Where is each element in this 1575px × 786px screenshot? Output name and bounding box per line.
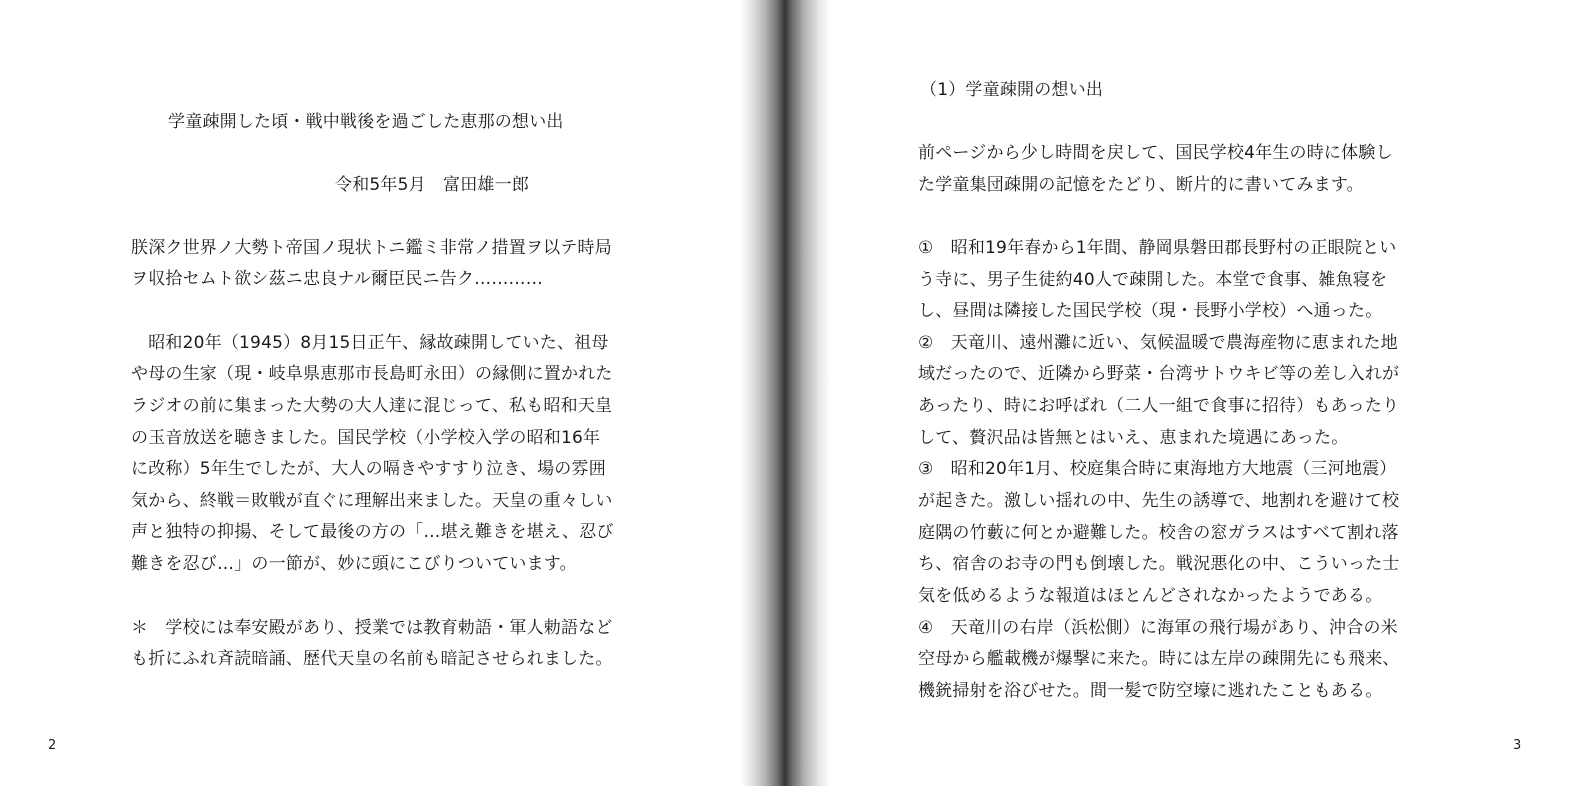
intro-line: た学童集団疎開の記憶をたどり、断片的に書いてみます。 bbox=[918, 175, 1364, 195]
body-line: ラジオの前に集まった大勢の大人達に混じって、私も昭和天皇 bbox=[131, 396, 613, 416]
body-line: 難きを忍び…」の一節が、妙に頭にこびりついています。 bbox=[131, 554, 577, 574]
rescript-line: ヲ収拾セムト欲シ茲ニ忠良ナル爾臣民ニ告ク………… bbox=[131, 269, 543, 289]
item-line: 域だったので、近隣から野菜・台湾サトウキビ等の差し入れが bbox=[918, 364, 1400, 384]
item-line: が起きた。激しい揺れの中、先生の誘導で、地割れを避けて校 bbox=[918, 491, 1400, 511]
section-heading: （1）学童疎開の想い出 bbox=[920, 80, 1104, 100]
page-number: 3 bbox=[1513, 738, 1522, 753]
intro-line: 前ページから少し時間を戻して、国民学校4年生の時に体験し bbox=[918, 143, 1393, 163]
note-line: も折にふれ斉読暗誦、歴代天皇の名前も暗記させられました。 bbox=[131, 649, 613, 669]
right-page bbox=[830, 0, 1575, 786]
page-title: 学童疎開した頃・戦中戦後を過ごした恵那の想い出 bbox=[168, 112, 564, 132]
page-number: 2 bbox=[48, 738, 57, 753]
item-line: 庭隅の竹藪に何とか避難した。校舎の窓ガラスはすべて割れ落 bbox=[918, 523, 1399, 543]
item-line: 気を低めるような報道はほとんどされなかったようである。 bbox=[918, 586, 1383, 606]
body-line: や母の生家（現・岐阜県恵那市長島町永田）の縁側に置かれた bbox=[131, 364, 613, 384]
item-line: ① 昭和19年春から1年間、静岡県磐田郡長野村の正眼院とい bbox=[918, 238, 1397, 258]
rescript-line: 朕深ク世界ノ大勢ト帝国ノ現状トニ鑑ミ非常ノ措置ヲ以テ時局 bbox=[131, 238, 612, 258]
byline: 令和5年5月 富田雄一郎 bbox=[335, 175, 530, 195]
body-line: 声と独特の抑揚、そして最後の方の「…堪え難きを堪え、忍び bbox=[131, 522, 614, 542]
item-line: ② 天竜川、遠州灘に近い、気候温暖で農海産物に恵まれた地 bbox=[918, 333, 1398, 353]
body-line: 気から、終戦＝敗戦が直ぐに理解出来ました。天皇の重々しい bbox=[131, 491, 613, 511]
body-line: に改称）5年生でしたが、大人の嗝きやすすり泣き、場の雰囲 bbox=[131, 459, 606, 479]
item-line: ④ 天竜川の右岸（浜松側）に海軍の飛行場があり、沖合の米 bbox=[918, 618, 1398, 638]
item-line: ち、宿舎のお寺の門も倒壊した。戦況悪化の中、こういった士 bbox=[918, 554, 1400, 574]
item-line: して、贅沢品は皆無とはいえ、恵まれた境遇にあった。 bbox=[918, 428, 1349, 448]
note-line: ＊ 学校には奉安殿があり、授業では教育勅語・軍人勅語など bbox=[131, 618, 613, 638]
body-line: の玉音放送を聴きました。国民学校（小学校入学の昭和16年 bbox=[131, 428, 601, 448]
item-line: 空母から艦載機が爆撃に来た。時には左岸の疎開先にも飛来、 bbox=[918, 649, 1400, 669]
item-line: 機銃掃射を浴びせた。間一髪で防空壕に逃れたこともある。 bbox=[918, 681, 1383, 701]
item-line: ③ 昭和20年1月、校庭集合時に東海地方大地震（三河地震） bbox=[918, 459, 1397, 479]
left-page bbox=[0, 0, 740, 786]
book-gutter bbox=[740, 0, 830, 786]
item-line: あったり、時にお呼ばれ（二人一組で食事に招待）もあったり bbox=[918, 396, 1400, 416]
item-line: し、昼間は隣接した国民学校（現・長野小学校）へ通った。 bbox=[918, 301, 1383, 321]
item-line: う寺に、男子生徒約40人で疎開した。本堂で食事、雑魚寝を bbox=[918, 270, 1388, 290]
body-line: 昭和20年（1945）8月15日正午、縁故疎開していた、祖母 bbox=[131, 333, 609, 353]
